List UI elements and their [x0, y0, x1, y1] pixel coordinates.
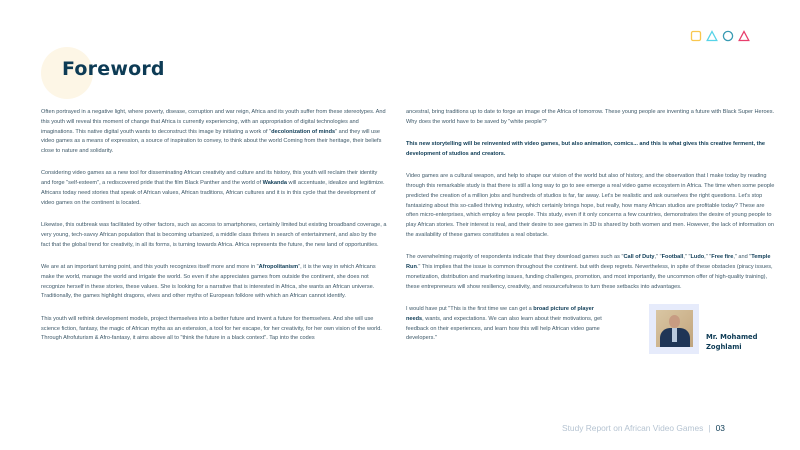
paragraph: ancestral, bring traditions up to date to forge an image of the Africa of tomorrow. These young people are inventing a future with Black Super Heroes. Why does the world have to be saved by "white people"?	[406, 109, 775, 125]
triangle-icon	[706, 30, 718, 42]
report-title: Study Report on African Video Games	[562, 423, 704, 433]
author-photo	[656, 310, 693, 347]
paragraph: Video games are a cultural weapon, and help to shape our vision of the world but also of history, and the observation that I make today by reading through this remarkable study is that there is still a long way to go to see emerge a real video game ecosystem in Africa. The time when some people predicted the creation of a million jobs and hundreds of studios is far, far away. Let's be realistic and ask ourselves the right questions. Let's stop fantasizing about this so-called thriving industry, which certainly brings hope, but really, how many African studios are profitable today? These are often micro-enterprises, which employ a few people. This study, even if it only concerns a few countries, demonstrates the desire of young people to play African stories. Their interest is real, and their desire to see games in 3D is shared by both women and men. However, the lack of information on the availability of these games constitutes a real obstacle.	[406, 173, 775, 238]
paragraph: Often portrayed in a negative light, where poverty, disease, corruption and war reign, Africa and its youth suffer from these stereotypes. And this youth will reveal this moment of change that Africa is currently experiencing, with an appropriation of digital technologies and imaginations. This native digital youth wants to deconstruct this image by initiating a work of "decolonization of minds" and they will use video games as a means of expression, a source of inspiration to convey, to think about the world Coming from their heritage, their beliefs close to nature and solidarity.	[41, 109, 386, 155]
paragraph: Likewise, this outbreak was facilitated by other factors, such as access to smartphones, certainly limited but existing broadband coverage, a very young, tech-savvy African population that is becoming urbanized, a middle class thrives in search of entertainment, and also by the fact that the global trend for creativity, in all its forms, is turning towards Africa. Africa represents the future, the new land of opportunities.	[41, 222, 387, 248]
left-column	[41, 108, 387, 357]
decor-shapes	[690, 30, 750, 42]
paragraph: We are at an important turning point, and this youth recognizes itself more and more in "Afropolitanism", it is the way in which Africans make the world, manage the world and irrigate the world. So even if she appreciates games from outside the continent, she does not recognize herself in these stories, these values. She is looking for a narrative that is interested in Africa, she wants an African universe. Traditionally, the games highlight dragons, elves and other myths of European folklore with which an African cannot identify.	[41, 264, 376, 300]
page-footer	[562, 423, 725, 433]
right-column	[406, 108, 776, 357]
circle-icon	[722, 30, 734, 42]
quote: I would have put "This is the first time we can get a broad picture of player needs, wants, and expectations. We can also learn about their motivations, get feedback on their experiences, and learn how this will help African video game developers."	[406, 305, 602, 342]
paragraph: Considering video games as a new tool for disseminating African creativity and culture and its history, this youth will reclaim their identity and forge "self-esteem", a rediscovered pride that the film Black Panther and the world of Wakanda will accentuate, idealize and legitimize. Africans today need stories that speak of African values, African traditions, African cultures and it is in this cycle that the development of video games on the continent is located.	[41, 170, 385, 206]
triangle-icon	[738, 30, 750, 42]
author-name: Mr. Mohamed Zoghlami	[706, 332, 758, 351]
footer-separator: |	[708, 423, 711, 433]
page-number: 03	[715, 423, 725, 433]
author-portrait	[649, 304, 699, 354]
paragraph: This youth will rethink development models, project themselves into a better future and invent a future for themselves. And she will use science fiction, fantasy, the magic of African myths as an extension, a tool for her escape, for her creativity, for her own vision of the world. Through Afrofuturism & Afro-fantasy, it aims above all to "think the future in a black context". Tap into the codes	[41, 315, 382, 342]
page-title: Foreword	[62, 58, 165, 80]
paragraph: The overwhelming majority of respondents indicate that they download games such as "Call of Duty," "Football," "Ludo," "Free fire," and "Temple Run." This implies that the issue is common throughout the continent. but with deep regrets. Nevertheless, in spite of these obstacles (piracy issues, monetization, distribution and marketing issues, funding challenges, promotion, and most importantly, the uncommon offer of high-quality training), these entrepreneurs will show resiliency, creativity, and resourcefulness to turn these setbacks into advantages.	[406, 254, 773, 290]
square-icon	[690, 30, 702, 42]
highlight-paragraph: This new storytelling will be reinvented with video games, but also animation, comics... and this is what gives this creative ferment, the development of studios and creators.	[406, 141, 766, 157]
author-quote-block	[406, 305, 776, 351]
